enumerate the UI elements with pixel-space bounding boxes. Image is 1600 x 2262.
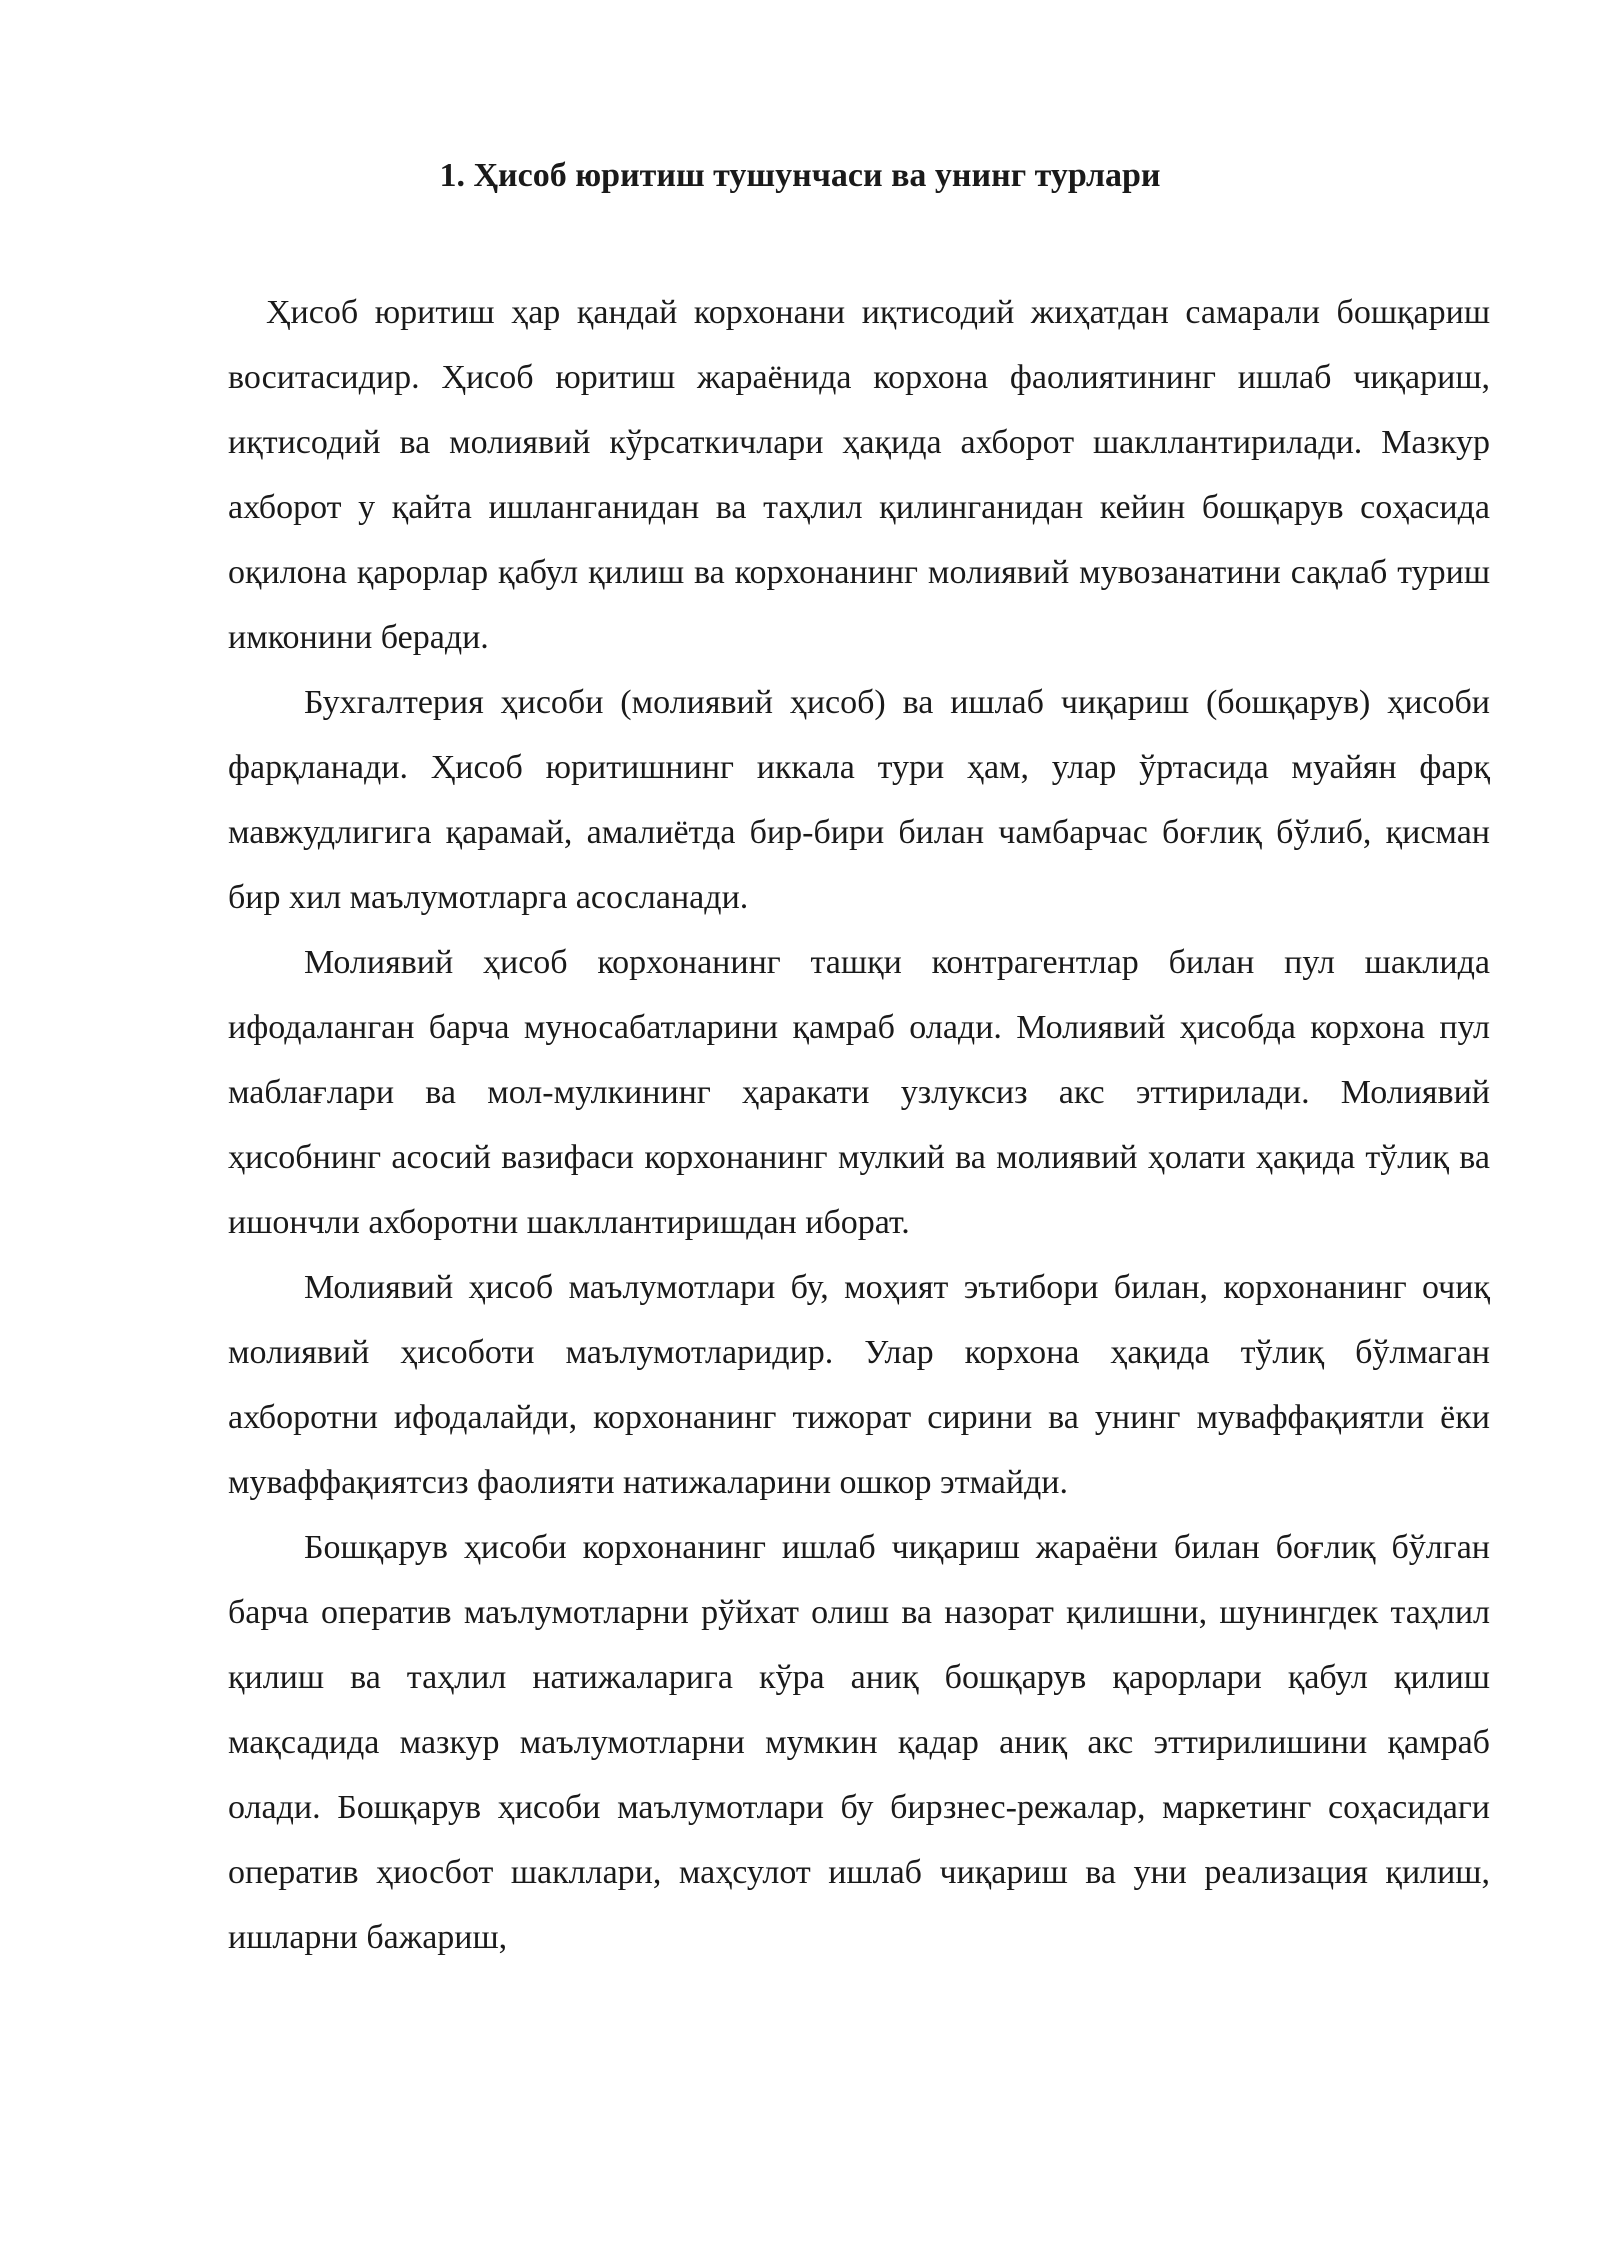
document-body	[228, 280, 1490, 1970]
paragraph-4: Молиявий ҳисоб маълумотлари бу, моҳият эътибори билан, корхонанинг очиқ молиявий ҳисоботи маълумотларидир. Улар корхона ҳақида тўлиқ бўлмаган ахборотни ифодалайди, корхонанинг тижорат сирини ва унинг муваффақиятли ёки муваффақиятсиз фаолияти натижаларини ошкор этмайди.	[228, 1269, 1490, 1501]
paragraph-3: Молиявий ҳисоб корхонанинг ташқи контрагентлар билан пул шаклида ифодаланган барча муносабатларини қамраб олади. Молиявий ҳисобда корхона пул маблағлари ва мол-мулкининг ҳаракати узлуксиз акс эттирилади. Молиявий ҳисобнинг асосий вазифаси корхонанинг мулкий ва молиявий ҳолати ҳақида тўлиқ ва ишончли ахборотни шакллантиришдан иборат.	[228, 944, 1490, 1241]
paragraph-2: Бухгалтерия ҳисоби (молиявий ҳисоб) ва ишлаб чиқариш (бошқарув) ҳисоби фарқланади. Ҳисоб юритишнинг иккала тури ҳам, улар ўртасида муайян фарқ мавжудлигига қарамай, амалиётда бир-бири билан чамбарчас боғлиқ бўлиб, қисман бир хил маълумотларга асосланади.	[228, 684, 1490, 916]
paragraph-1: Ҳисоб юритиш ҳар қандай корхонани иқтисодий жиҳатдан самарали бошқариш воситасидир. Ҳисоб юритиш жараёнида корхона фаолиятининг ишлаб чиқариш, иқтисодий ва молиявий кўрсаткичлари ҳақида ахборот шакллантирилади. Мазкур ахборот у қайта ишланганидан ва таҳлил қилинганидан кейин бошқарув соҳасида оқилона қарорлар қабул қилиш ва корхонанинг молиявий мувозанатини сақлаб туриш имконини беради.	[228, 294, 1490, 656]
page-title: 1. Ҳисоб юритиш тушунчаси ва унинг турлари	[439, 157, 1161, 194]
paragraph-5: Бошқарув ҳисоби корхонанинг ишлаб чиқариш жараёни билан боғлиқ бўлган барча оператив маълумотларни рўйхат олиш ва назорат қилишни, шунингдек таҳлил қилиш ва таҳлил натижаларига кўра аниқ бошқарув қарорлари қабул қилиш мақсадида мазкур маълумотларни мумкин қадар аниқ акс эттирилишини қамраб олади. Бошқарув ҳисоби маълумотлари бу бирзнес-режалар, маркетинг соҳасидаги оператив ҳиосбот шакллари, маҳсулот ишлаб чиқариш ва уни реализация қилиш, ишларни бажариш,	[228, 1529, 1490, 1956]
